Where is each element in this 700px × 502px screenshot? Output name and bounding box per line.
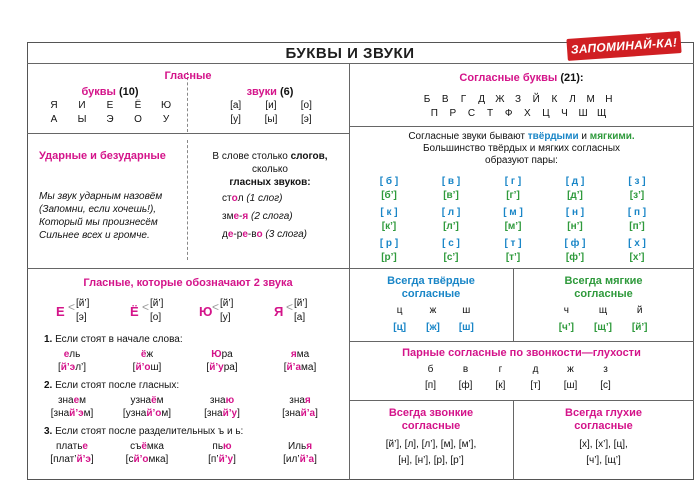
word-part: ж <box>146 349 154 360</box>
example-word <box>38 348 106 374</box>
soft-sound: [ф’] <box>565 252 585 263</box>
syllable-note: (3 слога) <box>265 229 308 240</box>
soft-sound: [г’] <box>506 190 520 201</box>
word-vowel: о <box>231 193 238 204</box>
hard-soft-pair <box>372 237 406 265</box>
pair-sound: [ш] <box>563 380 578 391</box>
sounds-count: (6) <box>279 86 294 98</box>
word-part: Иль <box>287 441 307 452</box>
rule-text: Если стоят после разделительных ъ и ь: <box>55 426 244 437</box>
vowel-letter: О <box>134 114 142 125</box>
iotated-letters <box>44 298 344 328</box>
transcription-part: й’а <box>299 454 315 465</box>
pair-letter: в <box>462 364 469 375</box>
hard-soft-pair <box>558 206 592 234</box>
transcription-part: мка] <box>148 454 169 465</box>
word-part: д <box>222 229 228 240</box>
word-part: - <box>239 211 243 222</box>
word-part: зна <box>209 395 226 406</box>
consonant-letter: М <box>586 94 595 105</box>
vowel-sound: [о] <box>300 100 312 111</box>
transcription-part: й’а <box>286 362 302 373</box>
hard-sound: [ к ] <box>380 207 398 218</box>
letters-label: буквы <box>81 86 116 98</box>
always-soft-grid <box>548 305 658 333</box>
transcription-part: [ <box>57 362 61 373</box>
heading-line: Всегда твёрдые <box>387 275 475 287</box>
hard-soft-pair <box>558 237 592 265</box>
example-word <box>188 440 256 466</box>
soft-sound: [в’] <box>443 190 459 201</box>
bracket-icon: < <box>212 300 220 314</box>
soft-sound: [д’] <box>567 190 583 201</box>
soft-sound: [п’] <box>629 221 645 232</box>
consonant-letter: Г <box>460 94 467 105</box>
transcription-part: й’э <box>69 408 84 419</box>
word-part: зна <box>57 395 74 406</box>
transcription-part: [ <box>132 362 136 373</box>
soft-sound: [р’] <box>381 252 397 263</box>
example-word <box>266 394 334 420</box>
hard-sound: [ ф ] <box>564 238 586 249</box>
word-part: я <box>290 349 297 360</box>
stress-divider <box>187 140 188 260</box>
transcription-part: л’] <box>75 362 87 373</box>
pair-letter: б <box>427 364 434 375</box>
consonant-letter: Ш <box>578 108 588 119</box>
sound-bot: [о] <box>150 312 162 323</box>
rule-number: 1. <box>44 334 53 345</box>
example-word <box>266 348 334 374</box>
always-voiceless-heading <box>513 407 694 433</box>
transcription-part: [зна <box>204 408 223 419</box>
mid-divider <box>27 268 694 269</box>
word-vowel: о <box>256 229 263 240</box>
pair-sound: [с] <box>600 380 611 391</box>
always-hard-grid <box>383 305 483 333</box>
soft-sound: [т’] <box>505 252 521 263</box>
sound-bot: [а] <box>294 312 306 323</box>
title-divider <box>27 63 694 64</box>
transcription-part: й’э <box>76 454 91 465</box>
transcription-part: ] <box>233 454 236 465</box>
word-part: ю <box>223 441 232 452</box>
vowel-letter: Ы <box>77 114 87 125</box>
consonant-letter: Ц <box>542 108 550 119</box>
hard-soft-pair <box>434 175 468 203</box>
consonant-letter: Ч <box>561 108 568 119</box>
vowel-sound: [у] <box>230 114 241 125</box>
consonants-row-1 <box>418 94 618 105</box>
word-part: е <box>82 441 88 452</box>
vowel-letter: И <box>78 100 86 111</box>
poem-line: Сильнее всех и громче. <box>39 230 150 241</box>
hard-soft-bottom <box>349 341 694 342</box>
transcription-part: ] <box>237 408 240 419</box>
rule-heading <box>44 334 183 345</box>
transcription-part: [п’ <box>208 454 219 465</box>
word-part: я <box>306 441 313 452</box>
transcription-part: [ <box>283 362 287 373</box>
soft-sound: [ч’] <box>558 322 574 333</box>
hard-sound: [ н ] <box>565 207 585 218</box>
syllable-bold: слогов, <box>290 151 328 162</box>
soft-sound: [з’] <box>629 190 645 201</box>
hard-sound: [ х ] <box>628 238 646 249</box>
transcription-part: [узна <box>122 408 147 419</box>
pair-sound: [т] <box>530 380 541 391</box>
pair-letter: ж <box>567 364 574 375</box>
iotated-letter-yo: Ё <box>130 304 139 319</box>
page-title: БУКВЫ И ЗВУКИ <box>285 45 415 62</box>
vowel-letter: Ё <box>134 100 142 111</box>
transcription-part: ] <box>315 408 318 419</box>
heading-line: Всегда глухие <box>565 407 642 419</box>
word-part: пь <box>212 441 224 452</box>
word-part: ё <box>141 441 147 452</box>
soft-sound: [с’] <box>443 252 459 263</box>
voiced-pairs-grid <box>413 364 623 391</box>
hard-soft-pair <box>620 206 654 234</box>
hard-soft-pair <box>496 206 530 234</box>
consonant-letter: С <box>467 108 476 119</box>
consonant-letter: Н <box>605 94 613 105</box>
soft-sound: [м’] <box>504 221 522 232</box>
voiceless-line: [ч’], [щ’] <box>586 455 621 466</box>
vowel-letters-grid <box>40 100 180 125</box>
heading-line: Всегда мягкие <box>564 275 643 287</box>
transcription-part: м] <box>161 408 172 419</box>
word-part: ль <box>69 349 81 360</box>
consonant-letter: Х <box>523 108 531 119</box>
transcription-part: [с <box>125 454 134 465</box>
word-part: м <box>156 395 164 406</box>
consonant-divider <box>349 126 694 127</box>
transcription-part: й’о <box>135 362 151 373</box>
poem-line: Который мы произнесём <box>39 217 158 228</box>
soft-sound: [щ’] <box>594 322 612 333</box>
word-part: мка <box>146 441 164 452</box>
voiced-pairs-heading: Парные согласные по звонкости—глухости <box>402 347 641 359</box>
word-part: ра <box>221 349 233 360</box>
hard-word: твёрдыми <box>527 131 579 142</box>
example-word <box>266 440 334 466</box>
example-word <box>188 394 256 420</box>
consonant-letter: В <box>441 94 449 105</box>
soft-sound: [х’] <box>629 252 645 263</box>
soft-sound: [к’] <box>381 221 397 232</box>
vowel-letter: Ю <box>160 100 172 111</box>
soft-sound: [н’] <box>567 221 583 232</box>
word-vowel: е <box>233 211 240 222</box>
soft-word: мягкими. <box>589 131 635 142</box>
consonant-letter: Ф <box>504 108 513 119</box>
word-part: съ <box>130 441 142 452</box>
hard-sound: [ л ] <box>441 207 461 218</box>
transcription-part: м] <box>83 408 94 419</box>
stress-poem <box>39 190 162 242</box>
transcription-part: й’а <box>300 408 316 419</box>
consonant-letter: П <box>430 108 438 119</box>
soft-letter: щ <box>598 305 608 316</box>
voiceless-line: [х], [х’], [ц], <box>579 439 628 450</box>
consonants-label: Согласные буквы <box>459 72 558 84</box>
hard-sound: [ м ] <box>503 207 523 218</box>
word-part: ю <box>225 395 235 406</box>
soft-sound: [л’] <box>443 221 459 232</box>
sounds-label: звуки <box>246 86 277 98</box>
vowel-letter: Я <box>50 100 58 111</box>
transcription-part: [плат’ <box>50 454 77 465</box>
hard-soft-pair <box>496 175 530 203</box>
sound-top: [й’] <box>220 298 234 309</box>
vowel-letter: Е <box>106 100 114 111</box>
vowel-letter: А <box>50 114 58 125</box>
word-vowel: е <box>242 229 248 240</box>
consonant-letter: Л <box>569 94 576 105</box>
soft-sound: [й’] <box>631 322 648 333</box>
iotated-letter-e: Е <box>56 304 65 319</box>
stamp-badge: ЗАПОМИНАЙ-КА! <box>566 31 681 61</box>
always-soft-heading <box>513 275 694 301</box>
syllable-example-1 <box>222 193 282 204</box>
heading-line: согласные <box>401 288 461 300</box>
vowel-sound: [а] <box>230 100 242 111</box>
transcription-part: ма] <box>301 362 317 373</box>
word-part: -в <box>247 229 257 240</box>
iotated-letter-ya: Я <box>274 304 284 319</box>
vowel-sound: [ы] <box>264 114 278 125</box>
word-part: ё <box>151 395 157 406</box>
syllable-intro: В слове столько <box>212 151 288 162</box>
word-part: Ю <box>211 349 222 360</box>
consonant-letter: Р <box>449 108 457 119</box>
soft-sound: [б’] <box>381 190 397 201</box>
hard-sound: [ р ] <box>379 238 399 249</box>
voiced-line: [н], [н’], [р], [р’] <box>398 455 464 466</box>
vowel-sound: [и] <box>265 100 277 111</box>
intro-text-2: Большинство твёрдых и мягких согласных <box>422 143 621 154</box>
example-word <box>38 394 106 420</box>
consonants-count: (21): <box>560 72 584 84</box>
hard-sound: [ с ] <box>442 238 460 249</box>
consonant-letter: З <box>514 94 522 105</box>
hard-sound: [ д ] <box>565 176 585 187</box>
example-word <box>113 394 181 420</box>
heading-line: Всегда звонкие <box>388 407 474 419</box>
word-part: плать <box>56 441 83 452</box>
soft-letter: й <box>636 305 643 316</box>
hard-sound: [ б ] <box>379 176 399 187</box>
pair-letter: г <box>498 364 503 375</box>
word-part: е <box>63 349 70 360</box>
iotated-heading: Гласные, которые обозначают 2 звука <box>83 277 293 289</box>
heading-line: согласные <box>574 288 633 300</box>
syllable-note: (2 слога) <box>251 211 293 222</box>
word-part: я <box>304 395 311 406</box>
example-word <box>38 440 106 466</box>
word-vowel: я <box>242 211 249 222</box>
intro-text-3: образуют пары: <box>485 155 558 166</box>
vowel-letters-label <box>40 86 180 98</box>
letters-count: (10) <box>118 86 139 98</box>
hard-soft-pair <box>372 206 406 234</box>
hard-sound: [ т ] <box>504 238 522 249</box>
word-part: е <box>73 395 80 406</box>
consonant-letter: Б <box>423 94 431 105</box>
consonant-letter: К <box>551 94 558 105</box>
stress-heading: Ударные и безударные <box>39 150 166 162</box>
rule-text: Если стоят в начале слова: <box>55 334 183 345</box>
always-voiced-list <box>349 437 513 469</box>
always-voiceless-list <box>513 437 694 469</box>
bracket-icon: < <box>286 300 294 314</box>
heading-line: согласные <box>401 420 461 432</box>
pair-sound: [ф] <box>458 380 473 391</box>
pair-letter: з <box>603 364 608 375</box>
rule-number: 2. <box>44 380 53 391</box>
transcription-part: й’у <box>222 408 238 419</box>
consonant-letter: Т <box>487 108 494 119</box>
word-part: зм <box>222 211 234 222</box>
hard-sound: [ г ] <box>504 176 522 187</box>
syllable-note: (1 слог) <box>246 193 283 204</box>
transcription-part: [зна <box>282 408 301 419</box>
hard-letter: ж <box>429 305 437 316</box>
vowel-sounds-grid <box>218 100 324 125</box>
transcription-part: й’э <box>60 362 76 373</box>
transcription-part: [зна <box>50 408 70 419</box>
sound-top: [й’] <box>76 298 90 309</box>
hard-soft-pair <box>434 206 468 234</box>
word-part: ст <box>222 193 232 204</box>
bracket-icon: < <box>142 300 150 314</box>
sound-top: [й’] <box>150 298 164 309</box>
transcription-part: й’о <box>146 408 162 419</box>
rule-heading <box>44 426 243 437</box>
vowel-letter: У <box>162 114 170 125</box>
hard-soft-pair <box>558 175 592 203</box>
bracket-icon: < <box>68 300 76 314</box>
transcription-part: ш] <box>150 362 162 373</box>
consonant-letter: Ж <box>495 94 505 105</box>
hard-soft-pair <box>620 175 654 203</box>
hard-soft-pair <box>620 237 654 265</box>
pair-sound: [п] <box>425 380 436 391</box>
transcription-part: ] <box>314 454 317 465</box>
transcription-part: й’у <box>218 454 234 465</box>
transcription-part: ра] <box>223 362 238 373</box>
hard-sound: [ж] <box>426 322 440 333</box>
transcription-part: [ <box>206 362 210 373</box>
syllable-intro2: сколько <box>252 164 288 175</box>
pair-sound: [к] <box>495 380 506 391</box>
hard-sound: [ш] <box>458 322 474 333</box>
rule-heading <box>44 380 179 391</box>
word-part: л <box>237 193 244 204</box>
sound-top: [й’] <box>294 298 308 309</box>
hard-soft-pair <box>434 237 468 265</box>
and-word: и <box>581 131 588 142</box>
iotated-letter-yu: Ю <box>199 304 213 319</box>
word-part: ё <box>140 349 147 360</box>
word-vowel: е <box>227 229 234 240</box>
hard-soft-pair <box>372 175 406 203</box>
hard-soft-intro <box>349 131 694 167</box>
voiced-line: [й’], [л], [л’], [м], [м’], <box>385 439 477 450</box>
soft-letter: ч <box>563 305 569 316</box>
hard-sound: [ п ] <box>627 207 647 218</box>
transcription-part: й’о <box>133 454 149 465</box>
word-part: -р <box>233 229 243 240</box>
hard-sound: [ в ] <box>441 176 461 187</box>
vowel-sounds-label <box>200 86 340 98</box>
rule-number: 3. <box>44 426 53 437</box>
transcription-part: й’у <box>209 362 224 373</box>
intro-text: Согласные звуки бывают <box>408 131 525 142</box>
syllable-example-2 <box>222 211 293 222</box>
vowels-heading: Гласные <box>164 70 212 82</box>
transcription-part: ] <box>90 454 94 465</box>
hard-sound: [ц] <box>393 322 407 333</box>
hard-soft-pair <box>496 237 530 265</box>
example-word <box>188 348 256 374</box>
poem-line: Мы звук ударным назовём <box>39 191 163 202</box>
vowel-bottom-divider <box>27 133 349 134</box>
always-voiced-heading <box>349 407 513 433</box>
transcription-part: [ил’ <box>283 454 300 465</box>
word-part: зна <box>289 395 305 406</box>
heading-line: согласные <box>574 420 633 432</box>
sound-bot: [у] <box>220 312 231 323</box>
example-word <box>113 348 181 374</box>
word-part: ма <box>296 349 310 360</box>
pair-letter: д <box>532 364 539 375</box>
hard-letter: ц <box>396 305 403 316</box>
syllable-rule <box>192 150 348 189</box>
word-part: м <box>79 395 87 406</box>
voiced-bottom <box>349 400 694 401</box>
sound-bot: [э] <box>76 312 87 323</box>
consonants-heading <box>349 72 694 84</box>
rule-text: Если стоят после гласных: <box>55 380 180 391</box>
word-part: узна <box>130 395 152 406</box>
consonants-row-2 <box>425 108 611 119</box>
always-hard-heading <box>349 275 513 301</box>
consonant-letter: Щ <box>597 108 607 119</box>
poem-line: (Запомни, если хочешь!), <box>39 204 157 215</box>
example-word <box>113 440 181 466</box>
syllable-example-3 <box>222 229 307 240</box>
consonant-letter: Д <box>478 94 486 105</box>
syllable-intro3: гласных звуков: <box>229 177 311 188</box>
hard-sound: [ з ] <box>628 176 646 187</box>
consonant-letter: Й <box>532 94 540 105</box>
vowel-sound: [э] <box>300 114 312 125</box>
hard-letter: ш <box>462 305 471 316</box>
vowel-letter: Э <box>106 114 114 125</box>
